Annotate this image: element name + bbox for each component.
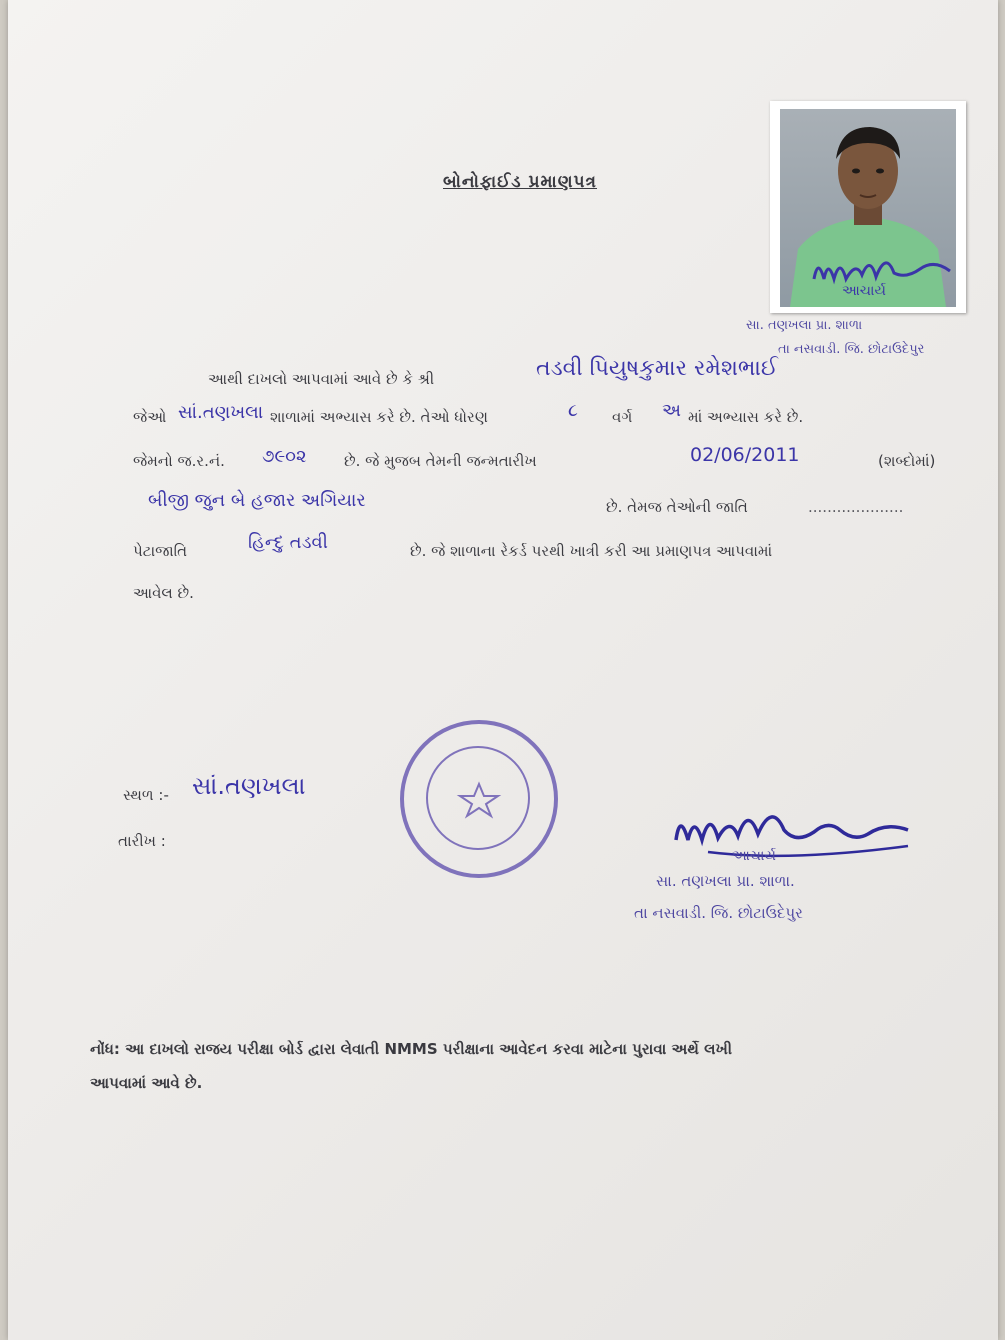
date-of-birth: 02/06/2011: [690, 444, 800, 466]
photo-caption-school: સા. તણખલા પ્રા. શાળા: [746, 318, 863, 333]
note-line-2: આપવામાં આવે છે.: [90, 1074, 203, 1092]
line3-b: છે. જે મુજબ તેમની જન્મતારીખ: [344, 452, 537, 470]
gr-number: ૭૯૦૨: [262, 446, 307, 467]
line5-a: પેટાજાતિ: [133, 542, 188, 560]
signatory-role: આચાર્ય: [732, 848, 776, 864]
line1-prefix: આથી દાખલો આપવામાં આવે છે કે શ્રી: [208, 370, 435, 388]
principal-signature-image: [668, 800, 918, 870]
place-value: સાં.તણખલા: [192, 772, 306, 800]
school-name: સાં.તણખલા: [178, 402, 264, 423]
division-value: અ: [662, 400, 681, 421]
line4-b: છે. તેમજ તેઓની જાતિ: [606, 498, 748, 516]
signatory-taluka: તા નસવાડી. જિ. છોટાઉદેપુર: [634, 904, 803, 922]
certificate-sheet: [8, 0, 998, 1340]
line6: આવેલ છે.: [133, 584, 194, 602]
student-name: તડવી પિયુષકુમાર રમેશભાઈ: [536, 356, 778, 381]
line2-c: વર્ગ: [612, 408, 633, 426]
certificate-title: બોનોફાઈડ પ્રમાણપત્ર: [443, 172, 598, 192]
line2-b: શાળામાં અભ્યાસ કરે છે. તેઓ ધોરણ: [270, 408, 488, 426]
date-label: તારીખ :: [118, 832, 166, 850]
place-label: સ્થળ :-: [123, 786, 169, 804]
sub-caste: હિન્દુ તડવી: [248, 532, 328, 553]
photo-caption-taluka: તા નસવાડી. જિ. છોટાઉદેપુર: [778, 342, 925, 357]
line5-b: છે. જે શાળાના રેકર્ડ પરથી ખાત્રી કરી આ પ્રમાણપત્ર આપવામાં: [410, 542, 773, 560]
dob-in-words: બીજી જુન બે હજાર અગિયાર: [148, 490, 366, 511]
standard-value: ૮: [568, 400, 578, 421]
student-photo: [770, 101, 966, 313]
line3-c: (શબ્દોમાં): [878, 452, 936, 470]
seal-emblem-icon: [454, 780, 504, 820]
signatory-school: સા. તણખલા પ્રા. શાળા.: [656, 872, 795, 890]
photo-stamp-role: આચાર્ય: [842, 283, 886, 299]
school-seal: [400, 720, 558, 878]
note-line-1: નોંધ: આ દાખલો રાજય પરીક્ષા બોર્ડ દ્વારા લેવાતી NMMS પરીક્ષાના આવેદન કરવા માટેના પુરાવા અર્થે લખી: [90, 1040, 733, 1058]
caste-blank: ....................: [808, 498, 904, 516]
line3-a: જેમનો જ.ર.નં.: [133, 452, 225, 470]
line2-d: માં અભ્યાસ કરે છે.: [688, 408, 804, 426]
line2-a: જેઓ: [133, 408, 167, 426]
